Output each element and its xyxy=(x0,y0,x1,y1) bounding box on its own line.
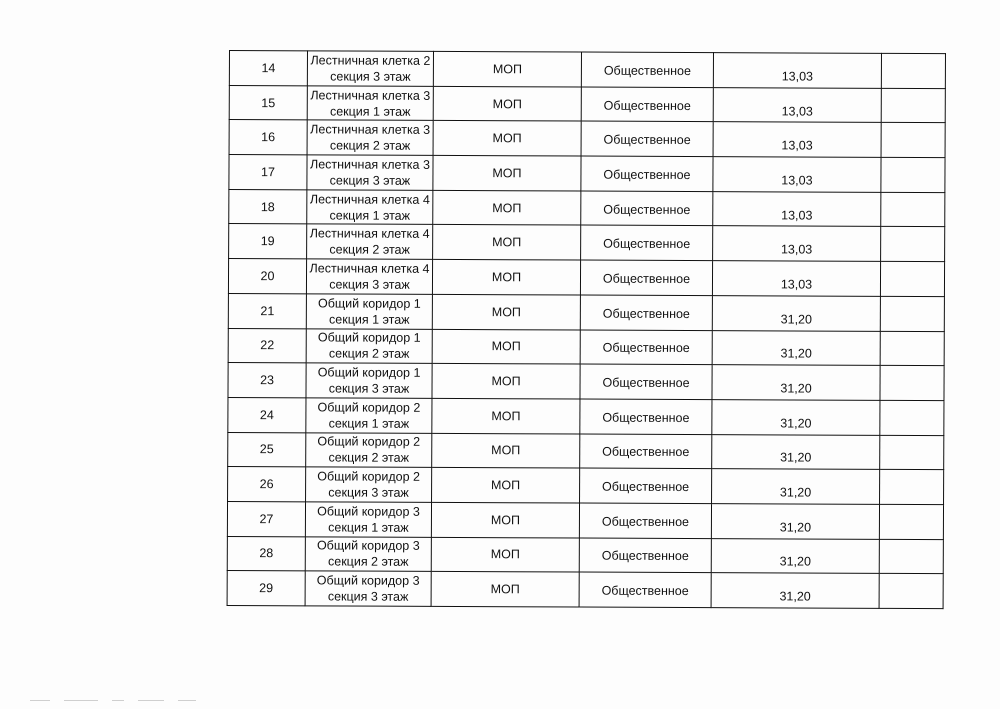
row-number: 17 xyxy=(260,165,275,180)
premise-name-line1: Общий коридор 2 xyxy=(317,434,421,450)
premise-usage-cell xyxy=(580,399,712,434)
premise-area-cell xyxy=(712,330,880,365)
premise-name-line1: Лестничная клетка 4 xyxy=(309,226,430,242)
premise-name-line2: секция 3 этаж xyxy=(329,173,411,188)
premise-name-line1: Лестничная клетка 4 xyxy=(309,261,430,276)
table-row xyxy=(228,259,944,297)
premise-type: МОП xyxy=(491,339,521,354)
row-number: 18 xyxy=(260,199,275,214)
premise-name-line1: Лестничная клетка 3 xyxy=(310,157,430,172)
row-number-cell xyxy=(229,224,307,259)
premise-area: 13,03 xyxy=(780,277,813,292)
row-number-cell xyxy=(229,155,307,190)
scan-noise xyxy=(30,700,280,704)
table-row xyxy=(228,363,944,401)
premise-type-cell xyxy=(432,364,580,399)
premise-name-line2: секция 2 этаж xyxy=(328,346,410,362)
premise-area-cell xyxy=(711,573,879,608)
premise-type-cell xyxy=(432,260,580,295)
premise-area-cell xyxy=(713,191,881,226)
premise-type-cell xyxy=(431,502,579,537)
row-number: 20 xyxy=(260,269,275,284)
premise-name-line2: секция 3 этаж xyxy=(328,485,409,500)
premises-table-body xyxy=(227,51,945,609)
premise-type: МОП xyxy=(492,61,523,77)
premise-usage-cell xyxy=(579,538,711,573)
premise-usage: Общественное xyxy=(601,514,690,529)
row-number-cell xyxy=(228,259,306,294)
premise-usage: Общественное xyxy=(602,340,690,356)
premise-type-cell xyxy=(432,433,580,468)
table-row xyxy=(229,85,945,123)
premise-name-line2: секция 1 этаж xyxy=(329,103,411,119)
row-number-cell xyxy=(227,571,305,606)
premise-type-cell xyxy=(433,190,581,225)
empty-cell xyxy=(879,574,943,609)
row-number: 19 xyxy=(260,234,275,249)
premise-area: 13,03 xyxy=(781,138,813,153)
premise-usage-cell xyxy=(581,225,713,260)
premise-usage: Общественное xyxy=(603,202,691,217)
table-row xyxy=(227,571,943,609)
premise-type: МОП xyxy=(492,131,522,146)
table-row xyxy=(229,155,945,193)
row-number: 14 xyxy=(261,60,276,76)
premise-usage-cell xyxy=(579,572,711,607)
premise-usage: Общественное xyxy=(602,375,690,391)
row-number: 21 xyxy=(260,303,275,318)
table-row xyxy=(227,501,943,539)
premise-type: МОП xyxy=(492,200,522,215)
row-number: 27 xyxy=(259,511,274,526)
premise-name-cell xyxy=(306,363,432,398)
premise-usage: Общественное xyxy=(601,549,689,564)
empty-cell xyxy=(881,88,945,123)
row-number: 28 xyxy=(259,546,274,561)
premise-area: 31,20 xyxy=(780,381,812,396)
premise-area-cell xyxy=(712,365,880,400)
empty-cell xyxy=(881,123,945,158)
premise-name-cell xyxy=(306,259,432,294)
table-row xyxy=(229,120,945,158)
premise-type-cell xyxy=(433,155,581,190)
premise-name-line2: секция 1 этаж xyxy=(329,208,411,223)
premise-usage-cell xyxy=(581,191,713,226)
premise-usage-cell xyxy=(580,260,712,295)
premise-name-cell xyxy=(307,155,433,190)
table-row xyxy=(228,397,944,435)
premise-usage-cell xyxy=(580,434,712,469)
premise-type: МОП xyxy=(491,478,521,493)
premise-name-line2: секция 3 этаж xyxy=(328,381,410,396)
premise-usage-cell xyxy=(581,52,713,87)
premise-type: МОП xyxy=(491,304,521,319)
premise-area: 31,20 xyxy=(780,346,812,361)
premise-area-cell xyxy=(711,504,879,539)
row-number-cell xyxy=(228,293,306,328)
premise-area-cell xyxy=(712,469,880,504)
premise-name-line1: Лестничная клетка 3 xyxy=(310,122,431,138)
premise-area-cell xyxy=(713,122,881,157)
row-number-cell xyxy=(228,397,306,432)
row-number-cell xyxy=(228,467,306,502)
premise-name-line2: секция 3 этаж xyxy=(327,589,409,604)
premise-area-cell xyxy=(711,538,879,573)
table-row xyxy=(229,51,945,89)
premise-name-cell xyxy=(306,294,432,329)
premise-usage-cell xyxy=(581,87,713,122)
premise-name-line1: Общий коридор 1 xyxy=(317,330,421,346)
empty-cell xyxy=(879,504,943,539)
premise-name-line2: секция 1 этаж xyxy=(328,520,409,535)
row-number: 24 xyxy=(259,407,274,422)
premise-area: 13,03 xyxy=(780,242,813,257)
premise-name-line1: Лестничная клетка 2 xyxy=(310,53,431,68)
row-number-cell xyxy=(228,328,306,363)
empty-cell xyxy=(880,435,944,470)
premises-table xyxy=(227,50,946,609)
premise-usage: Общественное xyxy=(603,63,692,78)
premise-name-cell xyxy=(305,571,431,606)
empty-cell xyxy=(881,227,945,262)
premise-type: МОП xyxy=(491,443,521,458)
premise-area-cell xyxy=(713,53,881,88)
premise-usage: Общественное xyxy=(603,98,691,113)
premise-type: МОП xyxy=(491,270,522,285)
table-row xyxy=(229,189,945,227)
row-number-cell xyxy=(229,120,307,155)
premise-name-line1: Лестничная клетка 4 xyxy=(309,191,430,207)
premise-usage: Общественное xyxy=(602,306,690,321)
empty-cell xyxy=(880,261,944,296)
empty-cell xyxy=(881,157,945,192)
premise-name-cell xyxy=(305,536,431,571)
premise-area: 31,20 xyxy=(780,416,812,431)
premise-name-cell xyxy=(305,502,431,537)
premise-name-line1: Общий коридор 3 xyxy=(317,504,420,519)
premise-name-line1: Общий коридор 1 xyxy=(317,296,421,311)
premise-name-line2: секция 2 этаж xyxy=(327,554,409,570)
premise-type-cell xyxy=(433,51,581,86)
premise-name-cell xyxy=(306,398,432,433)
premise-usage: Общественное xyxy=(602,445,690,460)
premise-usage-cell xyxy=(579,503,711,538)
premise-usage-cell xyxy=(581,156,713,191)
premise-area-cell xyxy=(712,434,880,469)
row-number-cell xyxy=(228,363,306,398)
premise-type-cell xyxy=(431,537,579,572)
empty-cell xyxy=(880,331,944,366)
premise-area: 13,03 xyxy=(781,69,814,84)
row-number: 25 xyxy=(259,442,274,457)
premise-type: МОП xyxy=(490,582,520,597)
empty-cell xyxy=(880,470,944,505)
premise-usage-cell xyxy=(581,121,713,156)
row-number-cell xyxy=(227,536,305,571)
table-row xyxy=(228,467,944,505)
premise-type-cell xyxy=(431,572,579,607)
premise-usage: Общественное xyxy=(603,167,691,182)
premise-name-line1: Лестничная клетка 3 xyxy=(310,87,431,103)
premise-area-cell xyxy=(713,157,881,192)
premise-usage: Общественное xyxy=(603,236,691,252)
row-number-cell xyxy=(229,189,307,224)
premise-type-cell xyxy=(432,398,580,433)
empty-cell xyxy=(880,366,944,401)
premise-type-cell xyxy=(432,294,580,329)
premise-name-line2: секция 3 этаж xyxy=(330,69,411,84)
premise-name-cell xyxy=(306,467,432,502)
premise-name-line2: секция 1 этаж xyxy=(328,416,410,431)
premise-name-line1: Общий коридор 2 xyxy=(317,469,421,484)
premise-name-line2: секция 3 этаж xyxy=(329,277,410,292)
empty-cell xyxy=(879,539,943,574)
premise-name-line2: секция 2 этаж xyxy=(328,450,409,466)
premise-area: 31,20 xyxy=(779,520,812,535)
premise-name-cell xyxy=(307,190,433,225)
premise-type-cell xyxy=(432,468,580,503)
premise-usage: Общественное xyxy=(603,132,691,148)
premise-area: 31,20 xyxy=(780,450,812,465)
premise-area: 31,20 xyxy=(779,589,811,604)
premise-type: МОП xyxy=(491,408,521,423)
premise-type-cell xyxy=(433,121,581,156)
premise-usage-cell xyxy=(580,468,712,503)
premise-type: МОП xyxy=(492,235,522,250)
premise-area-cell xyxy=(713,226,881,261)
premise-type: МОП xyxy=(491,374,521,389)
premise-name-line2: секция 2 этаж xyxy=(329,242,410,258)
premise-usage: Общественное xyxy=(602,271,691,286)
table-row xyxy=(228,328,944,366)
premise-area: 13,03 xyxy=(781,208,813,223)
premise-name-line2: секция 2 этаж xyxy=(329,138,411,154)
premise-name-cell xyxy=(306,432,432,467)
premise-usage: Общественное xyxy=(602,410,690,425)
row-number-cell xyxy=(229,85,307,120)
row-number: 22 xyxy=(260,338,275,353)
empty-cell xyxy=(881,53,945,88)
table-row xyxy=(228,432,944,470)
row-number: 15 xyxy=(261,95,276,110)
table-row xyxy=(228,293,944,331)
premise-name-line1: Общий коридор 1 xyxy=(317,365,421,380)
premise-type-cell xyxy=(432,329,580,364)
premise-name-cell xyxy=(307,51,433,86)
premise-type: МОП xyxy=(490,512,521,528)
premise-area-cell xyxy=(712,399,880,434)
premise-name-line1: Общий коридор 3 xyxy=(316,573,420,588)
row-number-cell xyxy=(229,51,307,86)
empty-cell xyxy=(880,400,944,435)
row-number: 16 xyxy=(261,130,276,145)
premise-type: МОП xyxy=(492,166,522,181)
premise-area-cell xyxy=(713,87,881,122)
premise-type-cell xyxy=(433,225,581,260)
premise-type: МОП xyxy=(490,547,520,562)
premise-name-cell xyxy=(307,86,433,121)
premise-area-cell xyxy=(712,261,880,296)
premise-usage-cell xyxy=(580,364,712,399)
premise-name-cell xyxy=(307,120,433,155)
empty-cell xyxy=(881,192,945,227)
premise-usage: Общественное xyxy=(601,583,689,599)
premise-area: 31,20 xyxy=(779,485,812,500)
row-number-cell xyxy=(227,501,305,536)
premise-name-cell xyxy=(307,224,433,259)
premise-name-line2: секция 1 этаж xyxy=(329,312,410,327)
row-number: 23 xyxy=(260,373,275,388)
premise-area: 13,03 xyxy=(781,173,813,188)
premise-area: 31,20 xyxy=(779,554,811,570)
empty-cell xyxy=(880,296,944,331)
premise-usage-cell xyxy=(580,295,712,330)
table-row xyxy=(227,536,943,574)
row-number: 29 xyxy=(259,581,274,596)
premise-usage-cell xyxy=(580,330,712,365)
row-number: 26 xyxy=(259,477,274,492)
premise-name-line1: Общий коридор 3 xyxy=(316,538,420,554)
premise-name-line1: Общий коридор 2 xyxy=(317,400,421,415)
premise-name-cell xyxy=(306,328,432,363)
premise-type-cell xyxy=(433,86,581,121)
row-number-cell xyxy=(228,432,306,467)
premise-usage: Общественное xyxy=(602,479,690,495)
table-row xyxy=(229,224,945,262)
premise-type: МОП xyxy=(492,96,522,111)
premise-area-cell xyxy=(712,295,880,330)
premise-area: 31,20 xyxy=(780,312,813,327)
premise-area: 13,03 xyxy=(781,103,813,119)
